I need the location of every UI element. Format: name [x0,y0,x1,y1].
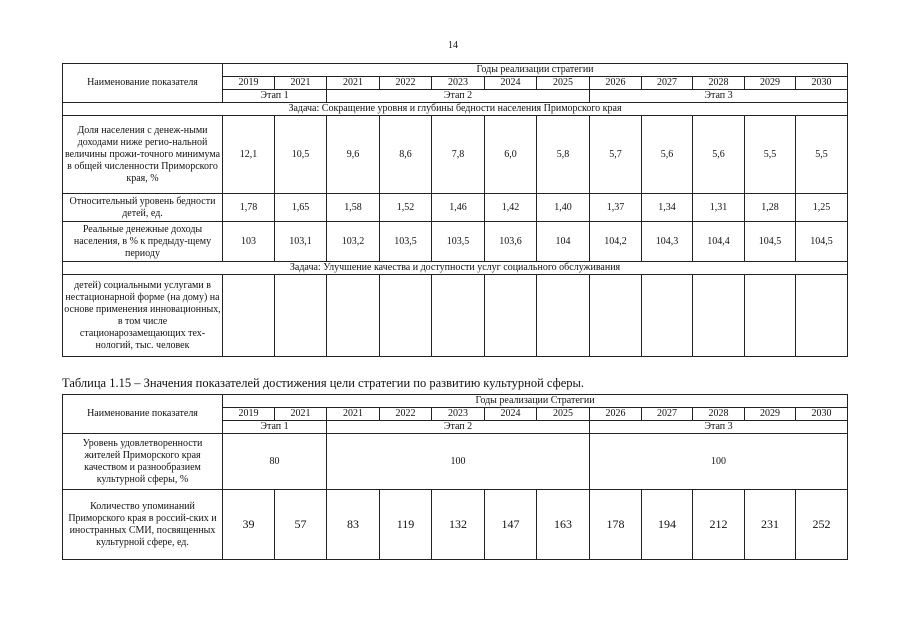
value-cell: 5,7 [590,116,642,194]
task-row: Задача: Сокращение уровня и глубины бедности населения Приморского края [63,103,848,116]
value-cell: 1,42 [485,194,537,222]
header-years-label: Годы реализации Стратегии [223,395,848,408]
year-cell: 2019 [223,77,275,90]
value-cell: 132 [432,490,485,560]
year-cell: 2025 [537,408,590,421]
task-row: Задача: Улучшение качества и доступности услуг социального обслуживания [63,262,848,275]
year-cell: 2021 [275,408,327,421]
year-cell: 2028 [693,77,745,90]
value-cell: 1,28 [745,194,796,222]
value-cell: 1,40 [537,194,590,222]
year-cell: 2029 [745,408,796,421]
value-cell: 147 [485,490,537,560]
empty-cell [275,275,327,357]
value-cell: 119 [380,490,432,560]
page-number: 14 [448,40,458,51]
indicator-name: детей) социальными услугами в нестационарной форме (на дому) на основе применения инновационных, в том числе стационарозамещающих тех-нологий, тыс. человек [63,275,223,357]
header-years-label: Годы реализации стратегии [223,64,848,77]
year-cell: 2022 [380,77,432,90]
header-name-label: Наименование показателя [63,395,223,434]
value-cell: 252 [796,490,848,560]
value-cell: 5,6 [642,116,693,194]
value-cell: 104,5 [745,222,796,262]
header-name-label: Наименование показателя [63,64,223,103]
value-cell: 178 [590,490,642,560]
value-cell: 5,5 [745,116,796,194]
value-cell: 5,8 [537,116,590,194]
year-cell: 2027 [642,408,693,421]
value-cell: 103,2 [327,222,380,262]
empty-cell [327,275,380,357]
value-cell: 231 [745,490,796,560]
value-cell: 103,6 [485,222,537,262]
value-cell: 1,46 [432,194,485,222]
empty-cell [485,275,537,357]
year-cell: 2029 [745,77,796,90]
empty-cell [693,275,745,357]
value-cell: 104,2 [590,222,642,262]
value-cell: 1,78 [223,194,275,222]
value-cell: 104,3 [642,222,693,262]
value-cell: 103,5 [380,222,432,262]
empty-cell [590,275,642,357]
value-cell: 104,5 [796,222,848,262]
value-cell: 103,5 [432,222,485,262]
indicators-table-poverty [62,63,848,357]
year-cell: 2028 [693,408,745,421]
value-cell: 100 [590,434,848,490]
empty-cell [796,275,848,357]
indicator-name: Количество упоминаний Приморского края в россий-ских и иностранных СМИ, посвященных культурной сфере, ед. [63,490,223,560]
value-cell: 1,34 [642,194,693,222]
year-cell: 2023 [432,408,485,421]
stage-cell: Этап 1 [223,421,327,434]
year-cell: 2022 [380,408,432,421]
year-cell: 2024 [485,77,537,90]
empty-cell [432,275,485,357]
year-cell: 2021 [275,77,327,90]
indicator-name: Доля населения с денеж-ными доходами ниже регио-нальной величины прожи-точного минимума в общей численности Приморского края, % [63,116,223,194]
value-cell: 1,37 [590,194,642,222]
value-cell: 39 [223,490,275,560]
value-cell: 163 [537,490,590,560]
value-cell: 6,0 [485,116,537,194]
value-cell: 104 [537,222,590,262]
stage-cell: Этап 3 [590,421,848,434]
value-cell: 5,6 [693,116,745,194]
stage-cell: Этап 2 [327,90,590,103]
value-cell: 1,31 [693,194,745,222]
empty-cell [642,275,693,357]
value-cell: 103,1 [275,222,327,262]
value-cell: 8,6 [380,116,432,194]
indicator-name: Реальные денежные доходы населения, в % к предыду-щему периоду [63,222,223,262]
indicator-name: Относительный уровень бедности детей, ед. [63,194,223,222]
stage-cell: Этап 1 [223,90,327,103]
empty-cell [537,275,590,357]
stage-cell: Этап 2 [327,421,590,434]
empty-cell [745,275,796,357]
year-cell: 2024 [485,408,537,421]
value-cell: 1,25 [796,194,848,222]
table-caption: Таблица 1.15 – Значения показателей достижения цели стратегии по развитию культурной сферы. [62,376,585,390]
value-cell: 80 [223,434,327,490]
value-cell: 103 [223,222,275,262]
value-cell: 1,65 [275,194,327,222]
value-cell: 1,58 [327,194,380,222]
indicators-table-culture [62,394,848,560]
value-cell: 10,5 [275,116,327,194]
year-cell: 2030 [796,77,848,90]
value-cell: 5,5 [796,116,848,194]
value-cell: 83 [327,490,380,560]
stage-cell: Этап 3 [590,90,848,103]
value-cell: 194 [642,490,693,560]
year-cell: 2023 [432,77,485,90]
year-cell: 2027 [642,77,693,90]
value-cell: 100 [327,434,590,490]
value-cell: 212 [693,490,745,560]
year-cell: 2021 [327,77,380,90]
value-cell: 7,8 [432,116,485,194]
value-cell: 57 [275,490,327,560]
year-cell: 2026 [590,408,642,421]
value-cell: 104,4 [693,222,745,262]
year-cell: 2025 [537,77,590,90]
year-cell: 2026 [590,77,642,90]
indicator-name: Уровень удовлетворенности жителей Приморского края качеством и разнообразием культурной сферы, % [63,434,223,490]
empty-cell [380,275,432,357]
year-cell: 2019 [223,408,275,421]
year-cell: 2021 [327,408,380,421]
value-cell: 1,52 [380,194,432,222]
value-cell: 9,6 [327,116,380,194]
value-cell: 12,1 [223,116,275,194]
year-cell: 2030 [796,408,848,421]
empty-cell [223,275,275,357]
